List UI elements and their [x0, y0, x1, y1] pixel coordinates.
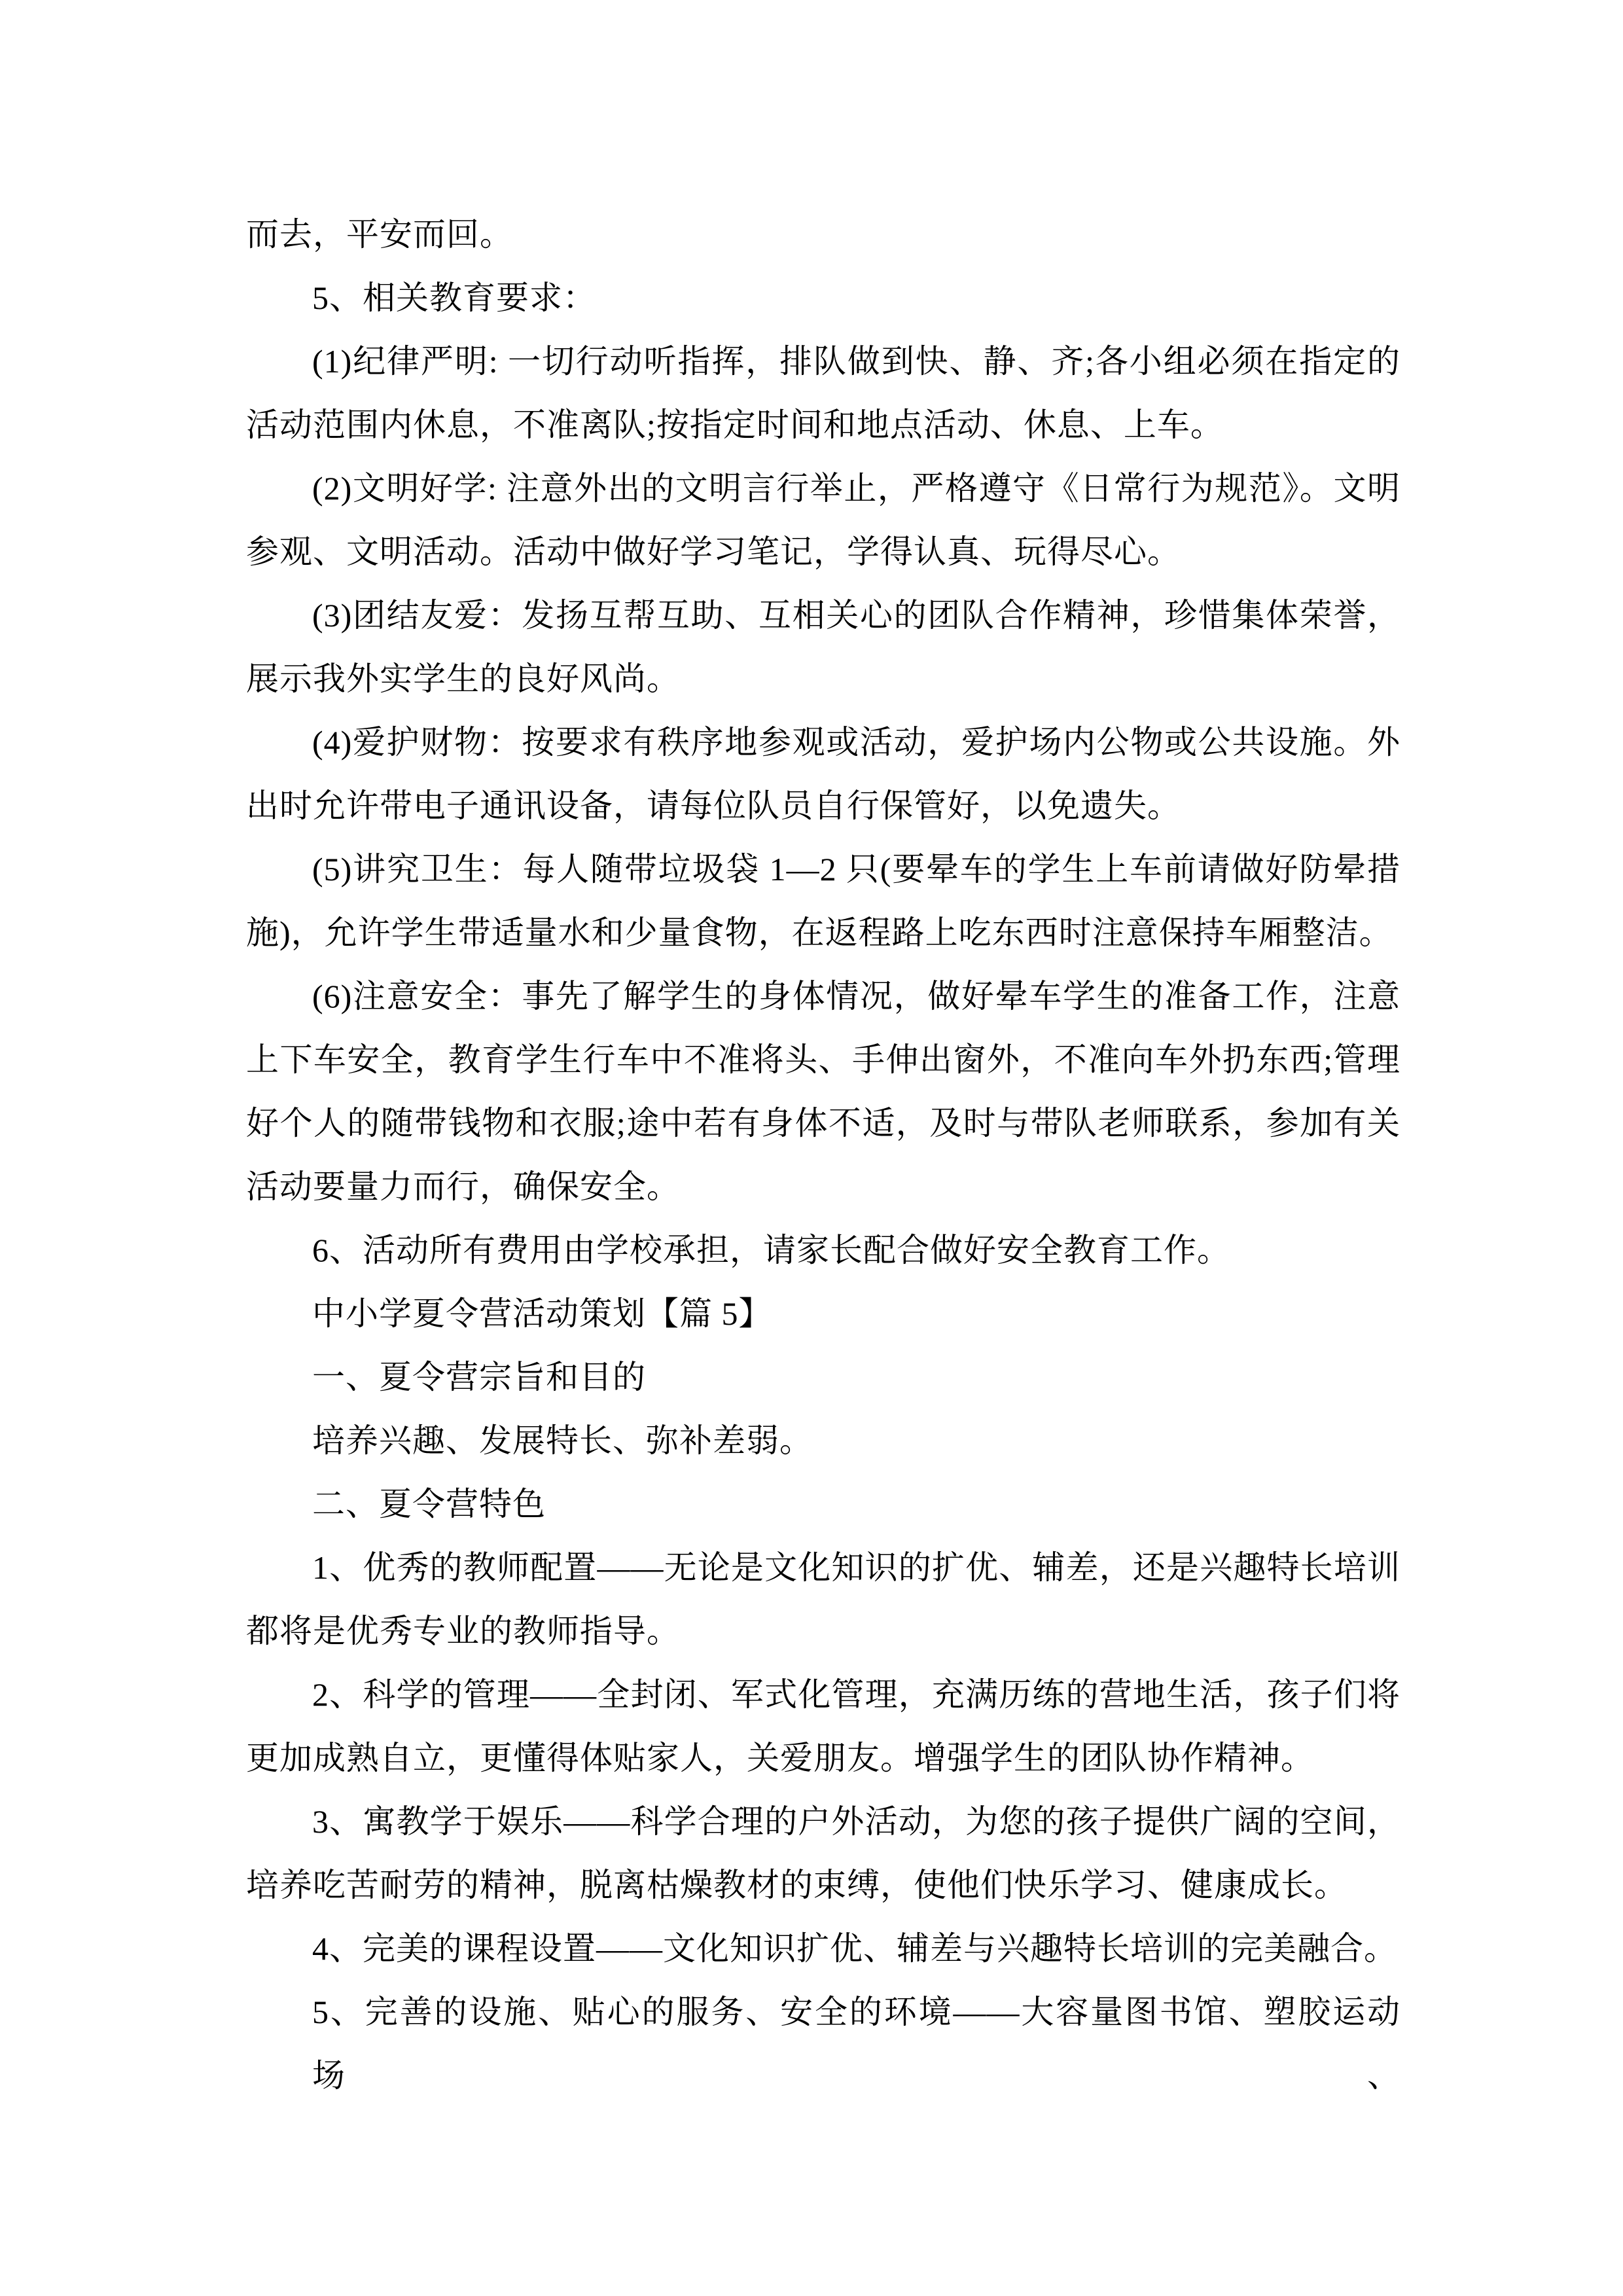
text-line: 上下车安全，教育学生行车中不准将头、手伸出窗外，不准向车外扔东西;管理 [246, 1041, 1400, 1078]
text-line: 活动范围内休息，不准离队;按指定时间和地点活动、休息、上车。 [246, 406, 1224, 443]
text-line: 二、夏令营特色 [312, 1486, 546, 1522]
text-line: (4)爱护财物：按要求有秩序地参观或活动，爱护场内公物或公共设施。外 [312, 724, 1400, 761]
text-line: 2、科学的管理——全封闭、军式化管理，充满历练的营地生活，孩子们将 [312, 1676, 1400, 1713]
text-line: (1)纪律严明: 一切行动听指挥，排队做到快、静、齐;各小组必须在指定的 [312, 343, 1400, 380]
text-line: 5、完善的设施、贴心的服务、安全的环境——大容量图书馆、塑胶运动场、 [312, 1994, 1400, 2094]
text-line: 参观、文明活动。活动中做好学习笔记，学得认真、玩得尽心。 [246, 533, 1181, 570]
text-line: 更加成熟自立，更懂得体贴家人，关爱朋友。增强学生的团队协作精神。 [246, 1740, 1314, 1776]
text-line: 5、相关教育要求： [312, 279, 596, 316]
text-line: 出时允许带电子通讯设备，请每位队员自行保管好，以免遗失。 [246, 787, 1181, 824]
text-line: (6)注意安全：事先了解学生的身体情况，做好晕车学生的准备工作，注意 [312, 978, 1400, 1014]
text-line: 而去，平安而回。 [246, 216, 513, 253]
text-line: 6、活动所有费用由学校承担，请家长配合做好安全教育工作。 [312, 1232, 1230, 1268]
text-line: 好个人的随带钱物和衣服;途中若有身体不适，及时与带队老师联系，参加有关 [246, 1105, 1400, 1141]
text-line: (2)文明好学: 注意外出的文明言行举止，严格遵守《日常行为规范》。文明 [312, 470, 1400, 507]
text-line: 3、寓教学于娱乐——科学合理的户外活动，为您的孩子提供广阔的空间， [312, 1803, 1400, 1840]
text-line: 4、完美的课程设置——文化知识扩优、辅差与兴趣特长培训的完美融合。 [312, 1930, 1397, 1967]
text-line: 活动要量力而行，确保安全。 [246, 1168, 680, 1205]
text-line: 1、优秀的教师配置——无论是文化知识的扩优、辅差，还是兴趣特长培训 [312, 1549, 1400, 1586]
text-line: 展示我外实学生的良好风尚。 [246, 660, 680, 697]
text-line: (3)团结友爱：发扬互帮互助、互相关心的团队合作精神，珍惜集体荣誉， [312, 597, 1400, 634]
text-line: 培养兴趣、发展特长、弥补差弱。 [312, 1422, 813, 1459]
text-line: 一、夏令营宗旨和目的 [312, 1359, 646, 1395]
text-line: 中小学夏令营活动策划【篇 5】 [312, 1295, 772, 1332]
text-line: (5)讲究卫生：每人随带垃圾袋 1—2 只(要晕车的学生上车前请做好防晕措 [312, 851, 1400, 888]
text-line: 施)，允许学生带适量水和少量食物，在返程路上吃东西时注意保持车厢整洁。 [246, 914, 1393, 951]
text-line: 都将是优秀专业的教师指导。 [246, 1613, 680, 1649]
text-line: 培养吃苦耐劳的精神，脱离枯燥教材的束缚，使他们快乐学习、健康成长。 [246, 1867, 1347, 1903]
document-text-block [246, 203, 1400, 2094]
